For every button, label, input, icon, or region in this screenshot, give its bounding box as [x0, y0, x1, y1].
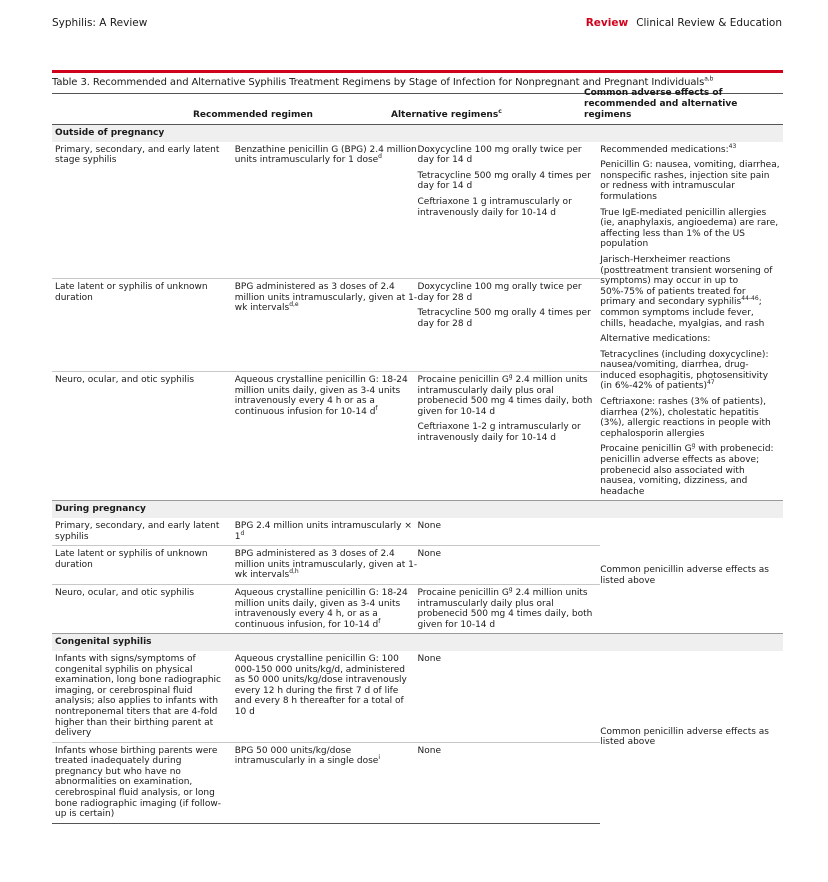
adverse-effects-cell: Common penicillin adverse effects as listed above: [600, 726, 769, 748]
alternative-cell: Procaine penicillin $G^g$ 2.4 million units intramuscularly daily plus oral probenecid 500 mg 4 times daily, both given for 10-14 d: [418, 584, 601, 633]
recommended-cell: BPG 2.4 million units intramuscularly × $1^d$: [234, 521, 412, 542]
stage-cell: Neuro, ocular, and otic syphilis: [52, 372, 235, 501]
table-row: [52, 518, 783, 546]
table-caption-text: Table 3. Recommended and Alternative Syphilis Treatment Regimens by Stage of Infection for Nonpregnant and Pregnant Individuals: [52, 77, 705, 88]
group-row-pregnancy: [52, 501, 783, 518]
alternative-cell: None: [418, 742, 601, 823]
table-row: [52, 651, 783, 742]
recommended-cell: Aqueous crystalline penicillin G: 18-24 million units daily, given as 3-4 units intravenously every 4 h, or as a continuous infusion, for 10-14 $d^f$: [235, 584, 418, 633]
alternative-cell: None: [417, 521, 441, 531]
table-body: [52, 125, 783, 824]
recommended-cell: BPG administered as 3 doses of 2.4 million units intramuscularly, given at 1-wk intervals$^{d,e}$: [235, 279, 418, 372]
alternative-cell: Doxycycline 100 mg orally twice per day for 28 d Tetracycline 500 mg orally 4 times per day for 28 d: [418, 279, 601, 372]
table-header: [52, 88, 783, 125]
stage-cell: Primary, secondary, and early latent stage syphilis: [55, 144, 220, 166]
group-title: During pregnancy: [52, 501, 783, 518]
recommended-cell: BPG administered as 3 doses of 2.4 million units intramuscularly, given at 1-wk intervals$^{d,h}$: [235, 546, 418, 585]
alternative-cell: None: [417, 653, 441, 664]
stage-cell: Late latent or syphilis of unknown duration: [52, 279, 235, 372]
group-title: Congenital syphilis: [52, 634, 783, 651]
stage-cell: Primary, secondary, and early latent syphilis: [55, 521, 220, 542]
group-title: Outside of pregnancy: [52, 125, 783, 142]
section-title: Clinical Review & Education: [636, 17, 782, 29]
recommended-cell: Aqueous crystalline penicillin G: 18-24 million units daily, given as 3-4 units intravenously every 4 h or as a continuous infusion for 10-14 $d^f$: [235, 372, 418, 501]
section-header: [586, 17, 782, 29]
stage-cell: Infants whose birthing parents were treated inadequately during pregnancy but who have no abnormalities on examination, cerebrospinal fluid analysis, or long bone radiographic imaging (if follow-up is certain): [52, 742, 235, 823]
alternative-cell: None: [418, 546, 601, 585]
adverse-effects-cell: Common penicillin adverse effects as listed above: [600, 565, 769, 586]
adverse-effects-cell: Recommended medications:$^{43}$ Penicillin G: nausea, vomiting, diarrhea, nonspecific rashes, injection site pain or redness with intramuscular formulations True IgE-mediated penicillin allergies (ie, anaphylaxis, angioedema) are rare, affecting less than 1% of the US population Jarisch-Herxheimer reactions (posttreatment transient worsening of symptoms) may occur in up to 50%-75% of patients treated for primary and secondary syphilis$^{44-46}$; common symptoms include fever, chills, headache, myalgias, and rash Alternative medications: Tetracyclines (including doxycycline): nausea/vomiting, diarrhea, drug-induced esophagitis, photosensitivity (in 6%-42% of patients)$^{47}$ Ceftriaxone: rashes (3% of patients), diarrhea (2%), cholestatic hepatitis (3%), allergic reactions in people with cephalosporin allergies Procaine penicillin $G^g$ with probenecid: penicillin adverse effects as above; probenecid also associated with nausea, vomiting, dizziness, and headache: [600, 142, 780, 497]
table-caption-footnote: a,b: [704, 75, 714, 83]
alternative-cell: Procaine penicillin $G^g$ 2.4 million units intramuscularly daily plus oral probenecid 500 mg 4 times daily, both given for 10-14 d Ceftriaxone 1-2 g intramuscularly or intravenously daily for 10-14 d: [418, 372, 601, 501]
group-row-congenital: [52, 634, 783, 651]
stage-cell: Late latent or syphilis of unknown duration: [52, 546, 235, 585]
col-header-recommended: Recommended regimen: [193, 110, 313, 120]
stage-cell: Infants with signs/symptoms of congenital syphilis on physical examination, long bone radiographic imaging, or cerebrospinal fluid analysis; also applies to infants with nontreponemal titers that are 4-fold higher than their birthing parent at delivery: [55, 653, 222, 739]
running-title: Syphilis: A Review: [52, 17, 148, 29]
alternative-cell: Doxycycline 100 mg orally twice per day for 14 d Tetracycline 500 mg orally 4 times per day for 14 d Ceftriaxone 1 g intramuscularly or intravenously daily for 10-14 d: [417, 144, 591, 218]
stage-cell: Neuro, ocular, and otic syphilis: [52, 584, 235, 633]
treatment-table: [52, 70, 783, 824]
section-label: Review: [585, 17, 629, 29]
col-header-alternative: Alternative regimens$^c$: [391, 108, 502, 120]
group-row-outside: [52, 125, 783, 142]
col-header-adverse: Common adverse effects of recommended and alternative regimens: [584, 88, 738, 120]
table-row: [52, 142, 783, 279]
recommended-cell: BPG 50 000 units/kg/dose intramuscularly in a single dose$^i$: [235, 742, 418, 823]
recommended-cell: Aqueous crystalline penicillin G: 100 000-150 000 units/kg/d, administered as 50 000 units/kg/dose intravenously every 12 h during the first 7 d of life and every 8 h thereafter for a total of 10 d: [234, 653, 407, 717]
recommended-cell: Benzathine penicillin G (BPG) 2.4 million units intramuscularly for 1 dose$^d$: [234, 144, 417, 166]
